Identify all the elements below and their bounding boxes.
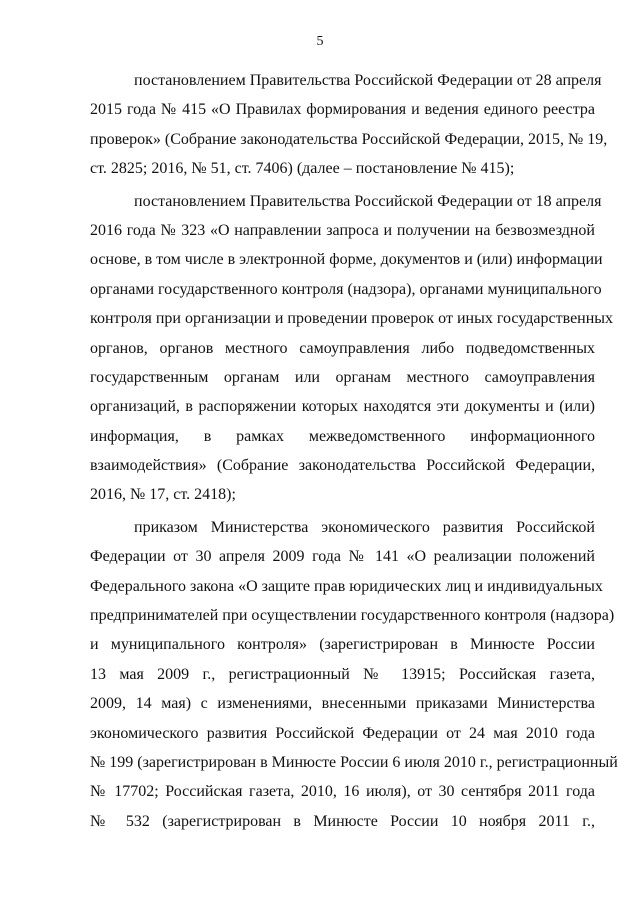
text-line: экономического развития Российской Федерации от 24 мая 2010 года — [90, 724, 595, 742]
text-line: № 532 (зарегистрирован в Минюсте России 10 ноября 2011 г., — [90, 812, 595, 830]
text-line: 2015 года № 415 «О Правилах формирования и ведения единого реестра — [90, 101, 595, 119]
paragraph-resolution-415 — [90, 66, 608, 184]
text-line: взаимодействия» (Собрание законодательства Российской Федерации, — [90, 457, 595, 475]
text-line: органами государственного контроля (надзора), органами муниципального — [90, 280, 602, 298]
paragraph-resolution-323 — [90, 187, 614, 510]
text-line: Федерального закона «О защите прав юридических лиц и индивидуальных — [90, 577, 603, 595]
text-line: информация, в рамках межведомственного информационного — [90, 427, 595, 445]
text-line: № 17702; Российская газета, 2010, 16 июля), от 30 сентября 2011 года — [90, 783, 595, 801]
text-line: № 199 (зарегистрирован в Минюсте России 6 июля 2010 г., регистрационный — [90, 753, 618, 771]
text-line: органов, органов местного самоуправления либо подведомственных — [90, 339, 595, 357]
text-line: Федерации от 30 апреля 2009 года № 141 «О реализации положений — [90, 548, 595, 566]
text-line: проверок» (Собрание законодательства Российской Федерации, 2015, № 19, — [90, 130, 608, 148]
text-line: 2016, № 17, ст. 2418); — [90, 486, 236, 504]
text-line: государственным органам или органам местного самоуправления — [90, 368, 595, 386]
text-line: 13 мая 2009 г., регистрационный № 13915; Российская газета, — [90, 665, 595, 683]
text-line: приказом Министерства экономического развития Российской — [134, 518, 595, 536]
text-line: и муниципального контроля» (зарегистрирован в Минюсте России — [90, 636, 595, 654]
text-line: 2016 года № 323 «О направлении запроса и получении на безвозмездной — [90, 221, 595, 239]
document-body — [90, 66, 618, 836]
text-line: 2009, 14 мая) с изменениями, внесенными приказами Министерства — [90, 695, 595, 713]
text-line: постановлением Правительства Российской Федерации от 18 апреля — [134, 192, 602, 210]
text-line: ст. 2825; 2016, № 51, ст. 7406) (далее – постановление № 415); — [90, 160, 515, 178]
text-line: предпринимателей при осуществлении государственного контроля (надзора) — [90, 607, 615, 625]
text-line: постановлением Правительства Российской Федерации от 28 апреля — [134, 72, 602, 89]
text-line: основе, в том числе в электронной форме, документов и (или) информации — [90, 251, 603, 269]
paragraph-order-141 — [90, 513, 618, 836]
text-line: контроля при организации и проведении проверок от иных государственных — [90, 310, 614, 328]
text-line: организаций, в распоряжении которых находятся эти документы и (или) — [90, 398, 595, 416]
page-number: 5 — [316, 34, 324, 49]
